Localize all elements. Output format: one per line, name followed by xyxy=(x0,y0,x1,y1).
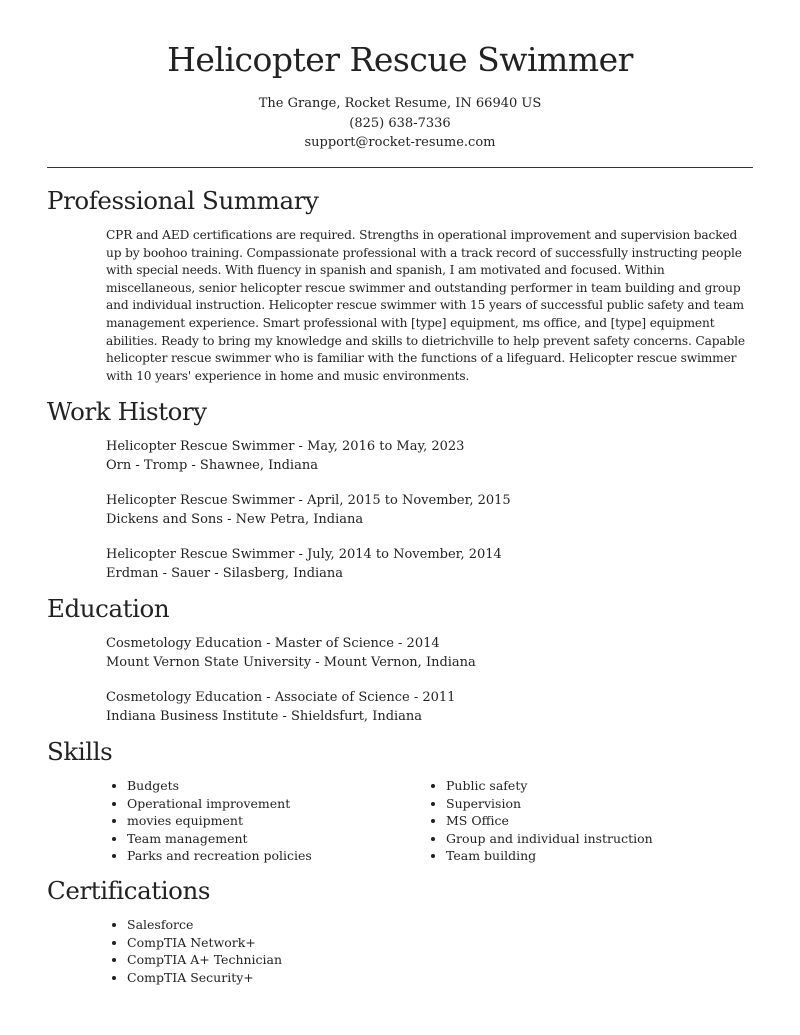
summary-heading: Professional Summary xyxy=(47,186,319,215)
divider xyxy=(47,167,753,168)
skill-item: • Operational improvement xyxy=(127,795,312,813)
education-heading: Education xyxy=(47,594,170,623)
skill-item: • Public safety xyxy=(446,777,653,795)
certifications-list xyxy=(106,916,282,986)
skill-item: • Budgets xyxy=(127,777,312,795)
employer-location: Dickens and Sons - New Petra, Indiana xyxy=(106,512,364,527)
skills-heading: Skills xyxy=(47,737,113,766)
skill-item: • Team management xyxy=(127,830,312,848)
skill-item: • movies equipment xyxy=(127,812,312,830)
certification-item: • CompTIA Network+ xyxy=(127,934,282,952)
skill-item: • Parks and recreation policies xyxy=(127,847,312,865)
work-entry xyxy=(106,491,511,529)
contact-block xyxy=(0,94,800,153)
work-entry xyxy=(106,545,502,583)
skills-list-left xyxy=(106,777,312,865)
certification-item: • CompTIA A+ Technician xyxy=(127,951,282,969)
work-heading: Work History xyxy=(47,397,207,426)
address: The Grange, Rocket Resume, IN 66940 US xyxy=(258,96,542,111)
school-location: Indiana Business Institute - Shieldsfurt, Indiana xyxy=(106,709,423,724)
job-title-dates: Helicopter Rescue Swimmer - July, 2014 to November, 2014 xyxy=(106,547,502,562)
degree: Cosmetology Education - Associate of Science - 2011 xyxy=(106,690,456,705)
degree: Cosmetology Education - Master of Science - 2014 xyxy=(106,636,440,651)
skill-item: • Supervision xyxy=(446,795,653,813)
education-entry xyxy=(106,634,476,672)
phone: (825) 638-7336 xyxy=(349,115,451,131)
skill-item: • Team building xyxy=(446,847,653,865)
skill-item: • MS Office xyxy=(446,812,653,830)
certification-item: • CompTIA Security+ xyxy=(127,969,282,987)
resume-name: Helicopter Rescue Swimmer xyxy=(167,40,633,79)
email: support@rocket-resume.com xyxy=(304,135,496,150)
skills-list-right xyxy=(425,777,653,865)
school-location: Mount Vernon State University - Mount Vernon, Indiana xyxy=(106,655,476,670)
certifications-heading: Certifications xyxy=(47,876,211,905)
employer-location: Erdman - Sauer - Silasberg, Indiana xyxy=(106,566,344,581)
job-title-dates: Helicopter Rescue Swimmer - May, 2016 to May, 2023 xyxy=(106,439,465,454)
certification-item: • Salesforce xyxy=(127,916,282,934)
skill-item: • Group and individual instruction xyxy=(446,830,653,848)
education-entry xyxy=(106,688,455,726)
summary-text: CPR and AED certifications are required. Strengths in operational improvement and supervision backed up by boohoo training. Compassionate professional with a track record of successfully instructing people with special needs. With fluency in spanish and spanish, I am motivated and focused. Within miscellaneous, senior helicopter rescue swimmer and outstanding performer in team building and group and individual instruction. Helicopter rescue swimmer with 15 years of successful public safety and team management experience. Smart professional with [type] equipment, ms office, and [type] equipment abilities. Ready to bring my knowledge and skills to dietrichville to help prevent safety concerns. Capable helicopter rescue swimmer who is familiar with the functions of a lifeguard. Helicopter rescue swimmer with 10 years' experience in home and music environments. xyxy=(106,228,745,383)
employer-location: Orn - Tromp - Shawnee, Indiana xyxy=(106,458,318,473)
work-entry xyxy=(106,437,464,475)
job-title-dates: Helicopter Rescue Swimmer - April, 2015 to November, 2015 xyxy=(106,493,511,508)
